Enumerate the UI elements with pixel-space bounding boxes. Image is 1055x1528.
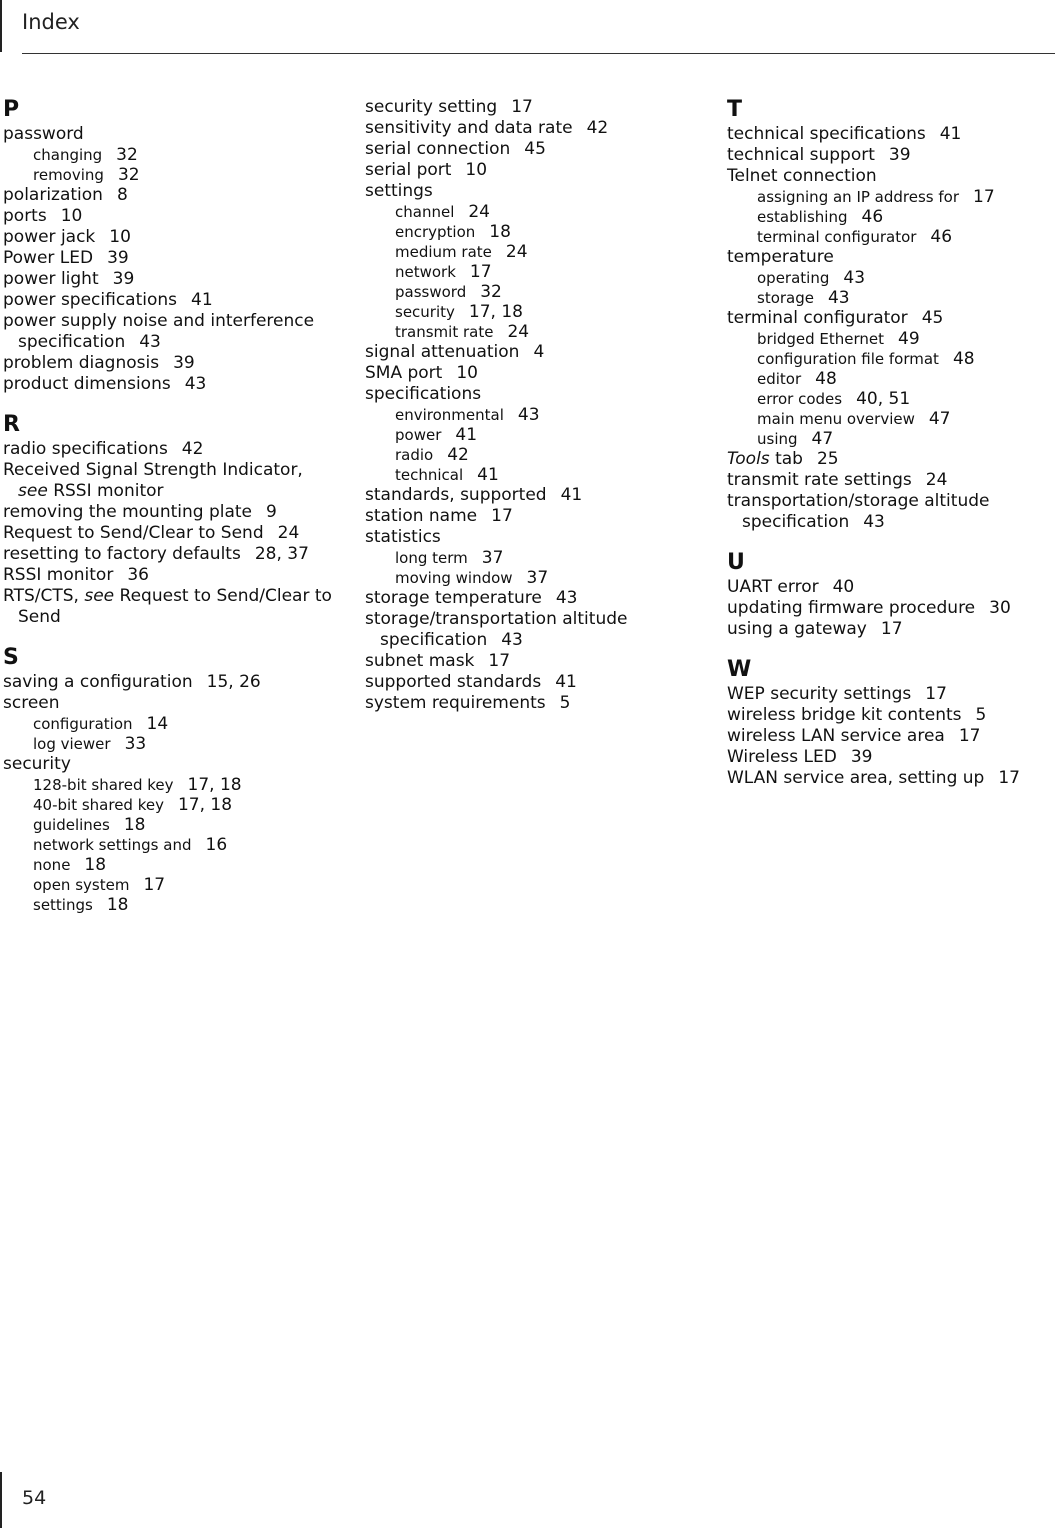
index-entry bbox=[365, 672, 685, 693]
index-subentry bbox=[365, 322, 685, 342]
index-subentry bbox=[727, 227, 1047, 247]
index-pages: 48 bbox=[952, 349, 975, 369]
see-reference-label: see bbox=[18, 481, 48, 501]
index-subterm: removing bbox=[33, 166, 104, 184]
index-pages: 43 bbox=[139, 332, 161, 352]
index-pages: 14 bbox=[146, 714, 169, 734]
index-subentry bbox=[727, 409, 1047, 429]
index-pages: 18 bbox=[123, 815, 146, 835]
index-term: technical support bbox=[727, 145, 875, 165]
index-pages: 28, 37 bbox=[254, 544, 309, 564]
index-entry bbox=[727, 726, 1047, 747]
index-term: power light bbox=[3, 269, 99, 289]
index-pages: 32 bbox=[116, 145, 138, 165]
index-term: password bbox=[3, 124, 84, 144]
index-pages: 24 bbox=[507, 322, 530, 342]
index-entry bbox=[727, 470, 1047, 491]
index-subentry bbox=[727, 389, 1047, 409]
index-entry bbox=[3, 754, 333, 775]
index-pages: 39 bbox=[107, 248, 129, 268]
index-entry bbox=[365, 609, 685, 651]
index-term: WEP security settings bbox=[727, 684, 912, 704]
index-column-3 bbox=[727, 96, 1047, 805]
index-subentry bbox=[727, 288, 1047, 308]
index-term: Request to Send/Clear to Send bbox=[3, 523, 264, 543]
index-letter-heading: T bbox=[727, 97, 743, 122]
index-subterm: guidelines bbox=[33, 816, 110, 834]
index-group bbox=[3, 644, 333, 915]
index-term: product dimensions bbox=[3, 374, 171, 394]
index-pages: 41 bbox=[477, 465, 499, 485]
index-subterm: network settings and bbox=[33, 836, 192, 854]
see-reference-label: see bbox=[84, 586, 115, 606]
index-term: updating firmware procedure bbox=[727, 598, 976, 618]
index-entry bbox=[727, 598, 1047, 619]
index-pages: 40, 51 bbox=[856, 389, 911, 409]
index-entry bbox=[365, 342, 685, 363]
index-term: serial port bbox=[365, 160, 452, 180]
index-entry bbox=[365, 118, 685, 139]
index-entry bbox=[365, 384, 685, 405]
index-entry bbox=[3, 124, 333, 145]
index-pages: 45 bbox=[524, 139, 546, 159]
index-column-2 bbox=[365, 97, 685, 730]
index-pages: 46 bbox=[930, 227, 953, 247]
index-letter-heading: P bbox=[3, 97, 20, 122]
index-subentry bbox=[3, 145, 333, 165]
index-term: power specifications bbox=[3, 290, 178, 310]
index-pages: 41 bbox=[191, 290, 213, 310]
index-entry bbox=[3, 248, 333, 269]
index-subterm: 128-bit shared key bbox=[33, 776, 174, 794]
index-term: RSSI monitor bbox=[3, 565, 114, 585]
index-pages: 43 bbox=[555, 588, 578, 608]
index-subterm: error codes bbox=[757, 390, 843, 408]
index-pages: 10 bbox=[60, 206, 83, 226]
index-term: using a gateway bbox=[727, 619, 867, 639]
index-pages: 43 bbox=[827, 288, 850, 308]
index-subterm: editor bbox=[757, 370, 802, 388]
index-entry bbox=[3, 439, 333, 460]
index-subterm: power bbox=[395, 426, 442, 444]
index-entry bbox=[3, 544, 333, 565]
index-pages: 17 bbox=[880, 619, 903, 639]
index-pages: 49 bbox=[898, 329, 920, 349]
index-subentry bbox=[3, 895, 333, 915]
index-entry bbox=[3, 290, 333, 311]
index-pages: 32 bbox=[117, 165, 140, 185]
index-pages: 24 bbox=[277, 523, 300, 543]
index-term: power supply noise and interference specification bbox=[3, 311, 315, 352]
index-term: statistics bbox=[365, 527, 441, 547]
index-subentry bbox=[365, 465, 685, 485]
index-subentry bbox=[365, 222, 685, 242]
index-entry bbox=[3, 693, 333, 714]
index-entry bbox=[727, 449, 1047, 470]
index-entry bbox=[365, 139, 685, 160]
index-term: standards, supported bbox=[365, 485, 547, 505]
index-subentry bbox=[365, 302, 685, 322]
index-term: technical specifications bbox=[727, 124, 926, 144]
see-reference-target: RSSI monitor bbox=[53, 481, 164, 501]
index-subterm: log viewer bbox=[33, 735, 111, 753]
index-subterm: operating bbox=[757, 269, 830, 287]
index-term: sensitivity and data rate bbox=[365, 118, 573, 138]
index-pages: 17 bbox=[488, 651, 511, 671]
index-entry bbox=[727, 577, 1047, 598]
index-subterm: changing bbox=[33, 146, 103, 164]
index-pages: 9 bbox=[266, 502, 277, 522]
index-term: terminal configurator bbox=[727, 308, 908, 328]
index-subterm: bridged Ethernet bbox=[757, 330, 885, 348]
index-pages: 5 bbox=[559, 693, 571, 713]
index-subterm: configuration file format bbox=[757, 350, 939, 368]
index-pages: 41 bbox=[555, 672, 577, 692]
index-term: settings bbox=[365, 181, 433, 201]
index-group bbox=[365, 97, 685, 714]
index-term: subnet mask bbox=[365, 651, 475, 671]
index-subterm: 40-bit shared key bbox=[33, 796, 164, 814]
index-term: wireless LAN service area bbox=[727, 726, 945, 746]
index-pages: 17 bbox=[491, 506, 513, 526]
index-pages: 10 bbox=[456, 363, 478, 383]
index-entry bbox=[365, 160, 685, 181]
index-pages: 8 bbox=[116, 185, 128, 205]
index-pages: 33 bbox=[124, 734, 147, 754]
index-term: power jack bbox=[3, 227, 96, 247]
index-term: SMA port bbox=[365, 363, 443, 383]
index-entry bbox=[727, 308, 1047, 329]
index-subentry bbox=[727, 207, 1047, 227]
index-subterm: configuration bbox=[33, 715, 133, 733]
index-subentry bbox=[365, 262, 685, 282]
index-subentry bbox=[3, 795, 333, 815]
index-letter-heading: W bbox=[727, 657, 752, 682]
index-pages: 42 bbox=[586, 118, 609, 138]
index-term: specifications bbox=[365, 384, 482, 404]
index-group bbox=[727, 549, 1047, 640]
index-group bbox=[3, 411, 333, 628]
index-pages: 4 bbox=[533, 342, 545, 362]
index-entry bbox=[365, 651, 685, 672]
page-number: 54 bbox=[22, 1487, 47, 1509]
index-subentry bbox=[727, 429, 1047, 449]
index-term: RTS/CTS, bbox=[3, 586, 79, 606]
index-entry bbox=[365, 693, 685, 714]
index-subentry bbox=[365, 282, 685, 302]
index-term: transmit rate settings bbox=[727, 470, 912, 490]
index-letter-heading: U bbox=[727, 550, 745, 575]
index-entry bbox=[727, 705, 1047, 726]
index-entry bbox=[365, 588, 685, 609]
index-subentry bbox=[365, 242, 685, 262]
index-subentry bbox=[365, 202, 685, 222]
index-pages: 47 bbox=[811, 429, 834, 449]
index-pages: 39 bbox=[173, 353, 195, 373]
index-pages: 5 bbox=[975, 705, 987, 725]
index-term: radio specifications bbox=[3, 439, 168, 459]
index-pages: 24 bbox=[468, 202, 490, 222]
index-term: supported standards bbox=[365, 672, 542, 692]
see-reference-target: Request to Send/Clear to Send bbox=[18, 586, 332, 627]
index-subterm: encryption bbox=[395, 223, 476, 241]
index-pages: 43 bbox=[863, 512, 885, 532]
index-term: transportation/storage altitude specification bbox=[727, 491, 990, 532]
index-term: station name bbox=[365, 506, 478, 526]
index-pages: 41 bbox=[560, 485, 583, 505]
index-pages: 17 bbox=[511, 97, 533, 117]
index-pages: 43 bbox=[501, 630, 523, 650]
index-pages: 17 bbox=[143, 875, 166, 895]
index-entry bbox=[3, 502, 333, 523]
index-pages: 41 bbox=[455, 425, 478, 445]
index-term: removing the mounting plate bbox=[3, 502, 253, 522]
index-subterm: settings bbox=[33, 896, 93, 914]
index-group bbox=[727, 656, 1047, 789]
index-subentry bbox=[3, 714, 333, 734]
index-group bbox=[3, 96, 333, 395]
index-entry bbox=[727, 124, 1047, 145]
index-subterm: network bbox=[395, 263, 456, 281]
index-entry bbox=[3, 672, 333, 693]
index-subentry bbox=[365, 568, 685, 588]
index-subentry bbox=[3, 875, 333, 895]
index-term: polarization bbox=[3, 185, 103, 205]
index-term-suffix: tab bbox=[769, 449, 803, 469]
index-subentry bbox=[365, 445, 685, 465]
index-pages: 16 bbox=[205, 835, 228, 855]
index-entry bbox=[3, 227, 333, 248]
index-entry bbox=[365, 527, 685, 548]
index-group bbox=[727, 96, 1047, 533]
index-entry bbox=[727, 619, 1047, 640]
index-pages: 30 bbox=[989, 598, 1011, 618]
index-pages: 43 bbox=[184, 374, 207, 394]
index-entry bbox=[727, 684, 1047, 705]
index-subterm: medium rate bbox=[395, 243, 492, 261]
index-entry bbox=[365, 181, 685, 202]
index-entry bbox=[3, 523, 333, 544]
index-term: problem diagnosis bbox=[3, 353, 160, 373]
index-subentry bbox=[365, 548, 685, 568]
index-column-1 bbox=[3, 96, 333, 931]
index-pages: 10 bbox=[465, 160, 488, 180]
index-pages: 18 bbox=[84, 855, 107, 875]
page-header-title: Index bbox=[22, 10, 80, 34]
index-subterm: technical bbox=[395, 466, 464, 484]
index-pages: 43 bbox=[843, 268, 866, 288]
index-pages: 17, 18 bbox=[187, 775, 242, 795]
index-term: WLAN service area, setting up bbox=[727, 768, 985, 788]
index-entry bbox=[3, 353, 333, 374]
index-entry bbox=[727, 145, 1047, 166]
index-subterm: environmental bbox=[395, 406, 504, 424]
index-subterm: long term bbox=[395, 549, 468, 567]
index-subentry bbox=[727, 329, 1047, 349]
index-pages: 46 bbox=[861, 207, 884, 227]
index-term: Power LED bbox=[3, 248, 94, 268]
index-term: wireless bridge kit contents bbox=[727, 705, 962, 725]
index-entry bbox=[3, 206, 333, 227]
index-subentry bbox=[3, 855, 333, 875]
index-pages: 24 bbox=[505, 242, 528, 262]
index-pages: 10 bbox=[109, 227, 131, 247]
header-margin-bar bbox=[0, 0, 2, 52]
index-subterm: radio bbox=[395, 446, 434, 464]
index-pages: 17, 18 bbox=[177, 795, 233, 815]
index-entry bbox=[727, 166, 1047, 187]
index-subterm: storage bbox=[757, 289, 814, 307]
index-pages: 17 bbox=[958, 726, 981, 746]
index-pages: 32 bbox=[480, 282, 502, 302]
index-term: storage/transportation altitude specification bbox=[365, 609, 628, 650]
header-rule bbox=[22, 53, 1055, 54]
index-pages: 17 bbox=[925, 684, 947, 704]
index-subentry bbox=[3, 835, 333, 855]
index-term: signal attenuation bbox=[365, 342, 520, 362]
index-term: Tools bbox=[727, 449, 770, 469]
index-pages: 42 bbox=[181, 439, 204, 459]
index-term: Telnet connection bbox=[727, 166, 877, 186]
index-entry bbox=[3, 460, 333, 502]
index-term: screen bbox=[3, 693, 60, 713]
index-pages: 37 bbox=[526, 568, 549, 588]
index-subterm: assigning an IP address for bbox=[757, 188, 960, 206]
index-entry bbox=[727, 768, 1047, 789]
index-subentry bbox=[3, 734, 333, 754]
index-pages: 39 bbox=[850, 747, 873, 767]
index-term: system requirements bbox=[365, 693, 546, 713]
index-term: saving a configuration bbox=[3, 672, 193, 692]
index-pages: 24 bbox=[925, 470, 948, 490]
index-entry bbox=[365, 485, 685, 506]
index-subentry bbox=[727, 369, 1047, 389]
index-pages: 18 bbox=[106, 895, 129, 915]
index-term: serial connection bbox=[365, 139, 511, 159]
index-entry bbox=[727, 747, 1047, 768]
index-pages: 25 bbox=[816, 449, 839, 469]
index-entry bbox=[3, 185, 333, 206]
index-subterm: security bbox=[395, 303, 455, 321]
index-subterm: none bbox=[33, 856, 71, 874]
index-subterm: transmit rate bbox=[395, 323, 494, 341]
index-subterm: password bbox=[395, 283, 467, 301]
index-pages: 36 bbox=[127, 565, 149, 585]
index-pages: 18 bbox=[489, 222, 511, 242]
index-pages: 43 bbox=[517, 405, 540, 425]
index-pages: 42 bbox=[447, 445, 469, 465]
index-pages: 37 bbox=[481, 548, 504, 568]
index-entry bbox=[3, 269, 333, 290]
footer-margin-bar bbox=[0, 1472, 2, 1528]
index-entry bbox=[3, 586, 333, 628]
index-pages: 47 bbox=[928, 409, 951, 429]
index-term: resetting to factory defaults bbox=[3, 544, 241, 564]
index-pages: 39 bbox=[112, 269, 135, 289]
index-term: Received Signal Strength Indicator, bbox=[3, 460, 303, 480]
index-term: security setting bbox=[365, 97, 498, 117]
index-entry bbox=[365, 363, 685, 384]
index-subterm: main menu overview bbox=[757, 410, 915, 428]
index-entry bbox=[365, 506, 685, 527]
index-entry bbox=[727, 491, 1047, 533]
index-subentry bbox=[727, 349, 1047, 369]
index-subterm: terminal configurator bbox=[757, 228, 917, 246]
index-pages: 39 bbox=[888, 145, 911, 165]
index-term: Wireless LED bbox=[727, 747, 837, 767]
index-entry bbox=[3, 565, 333, 586]
index-pages: 17 bbox=[469, 262, 492, 282]
index-pages: 17, 18 bbox=[468, 302, 523, 322]
index-entry bbox=[3, 374, 333, 395]
index-subentry bbox=[727, 268, 1047, 288]
index-subterm: moving window bbox=[395, 569, 513, 587]
index-pages: 40 bbox=[832, 577, 855, 597]
index-subterm: open system bbox=[33, 876, 130, 894]
index-term: storage temperature bbox=[365, 588, 542, 608]
index-pages: 41 bbox=[939, 124, 962, 144]
index-subterm: using bbox=[757, 430, 798, 448]
index-pages: 15, 26 bbox=[206, 672, 261, 692]
index-entry bbox=[727, 247, 1047, 268]
index-subentry bbox=[3, 815, 333, 835]
index-pages: 17 bbox=[973, 187, 995, 207]
index-subentry bbox=[365, 405, 685, 425]
index-term: security bbox=[3, 754, 71, 774]
index-subentry bbox=[3, 165, 333, 185]
index-letter-heading: S bbox=[3, 645, 19, 670]
index-term: ports bbox=[3, 206, 47, 226]
index-pages: 45 bbox=[921, 308, 944, 328]
index-subentry bbox=[365, 425, 685, 445]
index-pages: 48 bbox=[815, 369, 837, 389]
index-subterm: channel bbox=[395, 203, 455, 221]
index-subterm: establishing bbox=[757, 208, 848, 226]
index-subentry bbox=[727, 187, 1047, 207]
index-term: temperature bbox=[727, 247, 834, 267]
index-pages: 17 bbox=[998, 768, 1020, 788]
index-entry bbox=[3, 311, 333, 353]
index-subentry bbox=[3, 775, 333, 795]
index-term: UART error bbox=[727, 577, 819, 597]
index-letter-heading: R bbox=[3, 412, 20, 437]
index-entry bbox=[365, 97, 685, 118]
